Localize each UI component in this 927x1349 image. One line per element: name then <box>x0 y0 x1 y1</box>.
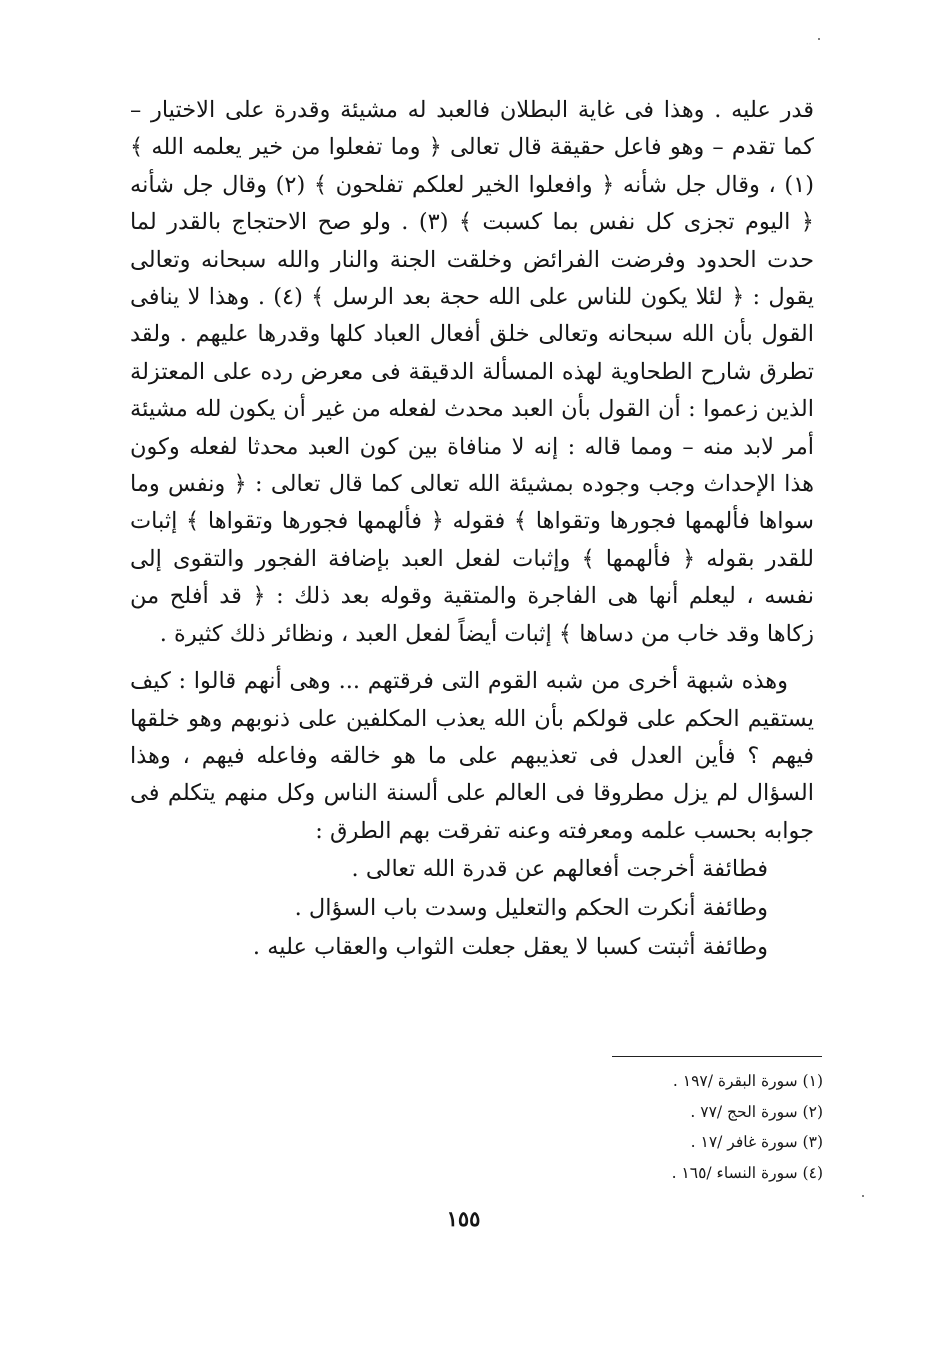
page-number: ١٥٥ <box>446 1206 481 1231</box>
footnote-separator <box>612 1056 822 1057</box>
group-line-1: فطائفة أخرجت أفعالهم عن قدرة الله تعالى . <box>351 856 768 883</box>
main-text-block <box>130 92 814 967</box>
group-line-2: وطائفة أنكرت الحكم والتعليل وسدت باب السؤال . <box>294 895 768 922</box>
footnote-1: (١) سورة البقرة /١٩٧ . <box>672 1072 823 1090</box>
group-line-3: وطائفة أثبتت كسبا لا يعقل جعلت الثواب والعقاب عليه . <box>252 934 768 961</box>
scan-speck <box>818 38 820 40</box>
footnote-4: (٤) سورة النساء /١٦٥ . <box>671 1163 823 1182</box>
groups-list <box>130 850 814 967</box>
scan-speck <box>862 1195 864 1197</box>
paragraph-1: قدر عليه . وهذا فى غاية البطلان فالعبد له مشيئة وقدرة على الاختيار – كما تقدم – وهو فاعل حقيقة قال تعالى ﴿ وما تفعلوا من خير يعلمه الله ﴾ (١) ، وقال جل شأنه ﴿ وافعلوا الخير لعلكم تفلحون ﴾ (٢) وقال جل شأنه ﴿ اليوم تجزى كل نفس بما كسبت ﴾ (٣) . ولو صح الاحتجاج بالقدر لما حدت الحدود وفرضت الفرائض وخلقت الجنة والنار والله سبحانه وتعالى يقول : ﴿ لئلا يكون للناس على الله حجة بعد الرسل ﴾ (٤) . وهذا لا ينافى القول بأن الله سبحانه وتعالى خلق أفعال العباد كلها وقدرها عليهم . ولقد تطرق شارح الطحاوية لهذه المسألة الدقيقة فى معرض رده على المعتزلة الذين زعموا : أن القول بأن العبد محدث لفعله من غير أن يكون لله مشيئة أمر لابد منه – ومما قاله : إنه لا منافاة بين كون العبد محدثا لفعله وكون هذا الإحداث وجب وجوده بمشيئة الله تعالى كما قال تعالى : ﴿ ونفس وما سواها فألهمها فجورها وتقواها ﴾ فقوله ﴿ فألهمها فجورها وتقواها ﴾ إثبات للقدر بقوله ﴿ فألهمها ﴾ وإثبات لفعل العبد بإضافة الفجور والتقوى إلى نفسه ، ليعلم أنها هى الفاجرة والمتقية وقوله بعد ذلك : ﴿ قد أفلح من زكاها وقد خاب من دساها ﴾ إثبات أيضاً لفعل العبد ، ونظائر ذلك كثيرة . <box>130 97 814 647</box>
footnote-3: (٣) سورة غافر /١٧ . <box>690 1133 823 1151</box>
footnote-2: (٢) سورة الحج /٧٧ . <box>690 1102 823 1121</box>
footnotes <box>503 1066 823 1188</box>
paragraph-2: وهذه شبهة أخرى من شبه القوم التى فرقتهم ... وهى أنهم قالوا : كيف يستقيم الحكم على قولكم بأن الله يعذب المكلفين على ذنوبهم وهو خلقها فيهم ؟ فأين العدل فى تعذيبهم على ما هو خالقه وفاعله فيهم ، وهذا السؤال لم يزل مطروقا فى العالم على ألسنة الناس وكل منهم يتكلم فى جوابه بحسب علمه ومعرفته وعنه تفرقت بهم الطرق : <box>130 668 814 844</box>
